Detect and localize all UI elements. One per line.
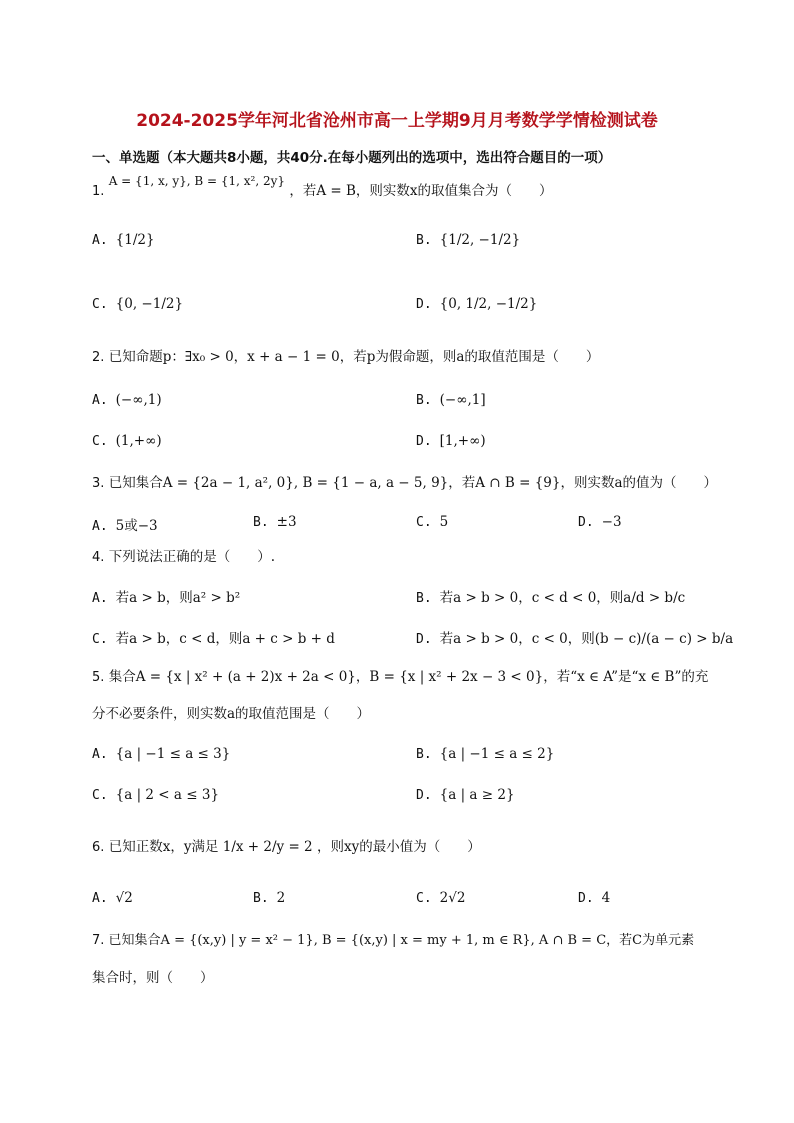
option-value: 2√2	[439, 890, 466, 906]
option-b: B. {1/2, −1/2}	[416, 232, 521, 248]
option-c: C. (1,+∞)	[92, 433, 162, 449]
option-value: 2	[276, 890, 286, 906]
question-number: 6.	[92, 840, 105, 855]
question-stem: ，则xy的最小值为（ ）	[316, 839, 481, 855]
question-number: 3.	[92, 476, 105, 491]
option-a: A. {1/2}	[92, 232, 155, 248]
question-stem: 集合时，则（ ）	[92, 970, 214, 986]
option-value: {0, 1/2, −1/2}	[439, 296, 538, 312]
question-stem: 已知命题p：∃x₀ > 0，x + a − 1 = 0，若p为假命题，则a的取值范围是（ ）	[108, 349, 600, 365]
set-definition: A = {1, x, y}, B = {1, x², 2y}	[108, 174, 286, 188]
question-stem: 分不必要条件，则实数a的取值范围是（ ）	[92, 706, 371, 722]
option-value: 若a > b，c < d，则a + c > b + d	[115, 631, 335, 647]
question-stem: 已知集合A = {(x,y) | y = x² − 1}, B = {(x,y) | x = my + 1, m ∈ R}, A ∩ B = C，若C为单元素	[108, 933, 695, 948]
option-value: {1/2, −1/2}	[439, 232, 521, 248]
option-d: D. 4	[578, 890, 611, 906]
question-stem: 已知正数x，y满足	[108, 839, 219, 855]
option-b: B. 若a > b > 0，c < d < 0，则a/d > b/c	[416, 590, 686, 606]
option-value: 4	[601, 890, 611, 906]
question-stem: 已知集合A = {2a − 1, a², 0}, B = {1 − a, a − 5, 9}，若A ∩ B = {9}，则实数a的值为（ ）	[108, 475, 718, 491]
option-value: (−∞,1]	[439, 392, 486, 408]
question-7-continued	[92, 969, 214, 987]
question-5	[92, 668, 708, 687]
question-number: 1.	[92, 184, 105, 199]
option-c: C. 2√2	[416, 890, 466, 906]
option-value: 若a > b > 0，c < d < 0，则a/d > b/c	[439, 590, 686, 606]
option-a: A. √2	[92, 890, 133, 906]
question-stem: 下列说法正确的是（ ）.	[108, 549, 275, 565]
option-value: 若a > b > 0，c < 0，则(b − c)/(a − c) > b/a	[439, 631, 734, 647]
option-a: A. 若a > b，则a² > b²	[92, 590, 241, 606]
option-a: A. 5或−3	[92, 518, 158, 534]
option-value: −3	[601, 514, 622, 530]
question-5-continued	[92, 705, 370, 723]
question-number: 2.	[92, 350, 105, 365]
option-b: B. (−∞,1]	[416, 392, 486, 408]
question-stem: ，若A = B，则实数x的取值集合为（ ）	[289, 183, 553, 199]
option-d: D. [1,+∞)	[416, 433, 486, 449]
option-value: {a | −1 ≤ a ≤ 3}	[115, 746, 231, 762]
option-b: B. 2	[253, 890, 286, 906]
option-value: {1/2}	[115, 232, 155, 248]
option-c: C. {a | 2 < a ≤ 3}	[92, 787, 220, 803]
option-b: B. ±3	[253, 514, 297, 530]
option-d: D. −3	[578, 514, 622, 530]
option-value: {a | −1 ≤ a ≤ 2}	[439, 746, 555, 762]
option-value: (1,+∞)	[115, 433, 162, 449]
option-c: C. {0, −1/2}	[92, 296, 184, 312]
option-value: [1,+∞)	[439, 433, 486, 449]
question-number: 7.	[92, 933, 105, 948]
option-value: 5或−3	[115, 518, 158, 534]
option-value: ±3	[276, 514, 297, 530]
option-value: (−∞,1)	[115, 392, 162, 408]
option-value: {a | 2 < a ≤ 3}	[115, 787, 220, 803]
question-4	[92, 548, 275, 567]
question-7	[92, 932, 694, 950]
question-3	[92, 474, 717, 493]
option-value: 若a > b，则a² > b²	[115, 590, 241, 606]
condition-expression: 1/x + 2/y = 2	[222, 839, 313, 855]
option-c: C. 若a > b，c < d，则a + c > b + d	[92, 631, 335, 647]
question-number: 5.	[92, 670, 105, 685]
option-a: A. {a | −1 ≤ a ≤ 3}	[92, 746, 231, 762]
option-c: C. 5	[416, 514, 449, 530]
option-value: {0, −1/2}	[115, 296, 184, 312]
option-d: D. {0, 1/2, −1/2}	[416, 296, 538, 312]
section-heading: 一、单选题（本大题共8小题，共40分.在每小题列出的选项中，选出符合题目的一项）	[92, 150, 612, 166]
option-d: D. {a | a ≥ 2}	[416, 787, 515, 803]
option-value: √2	[115, 890, 133, 906]
option-d: D. 若a > b > 0，c < 0，则(b − c)/(a − c) > b/a	[416, 631, 734, 647]
option-value: {a | a ≥ 2}	[439, 787, 515, 803]
option-a: A. (−∞,1)	[92, 392, 162, 408]
question-6	[92, 838, 481, 857]
question-stem: 集合A = {x | x² + (a + 2)x + 2a < 0}，B = {x | x² + 2x − 3 < 0}，若“x ∈ A”是“x ∈ B”的充	[108, 669, 709, 685]
option-b: B. {a | −1 ≤ a ≤ 2}	[416, 746, 555, 762]
question-1	[92, 174, 553, 201]
question-number: 4.	[92, 550, 105, 565]
option-value: 5	[439, 514, 449, 530]
page-title: 2024-2025学年河北省沧州市高一上学期9月月考数学学情检测试卷	[136, 111, 658, 131]
question-2	[92, 348, 599, 367]
